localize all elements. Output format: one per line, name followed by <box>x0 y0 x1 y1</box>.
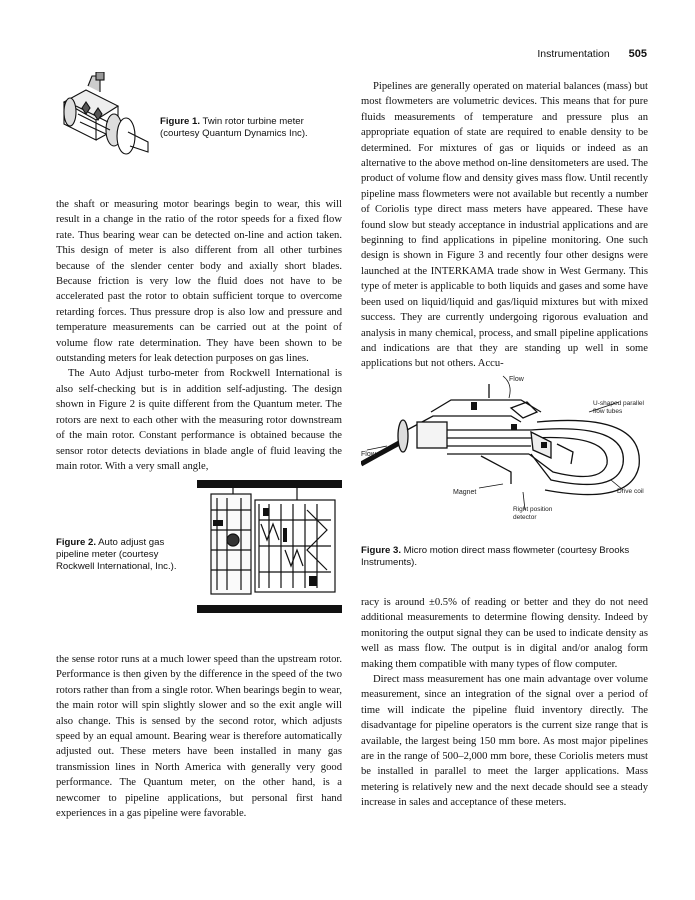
fig3-label-tubes-box <box>593 400 648 434</box>
fig3-label-flow-left: Flow <box>361 451 376 458</box>
paragraph: the shaft or measuring motor bearings begin to wear, this will result in a change in the ratio of the rotor speeds for a fixed flow rate. Thus bearing wear can be detected on-line and action taken. This design of meter is also different from all other turbines because of the slender center body and axially short blades. Because friction is very low the fluid does not have to be accelerated past the rotor to obtain sufficient torque to overcome retarding forces. Thus pressure drop is also low and pressure and temperature measurements can be carried out at the point of volume flow rate determination. They have been shown to be outstanding meters for leak detection purposes on gas lines. <box>56 199 342 365</box>
paragraph: Direct mass measurement has one main advantage over volume measurement, since an integration of the signal over a period of time will indicate the pipeline fluid inventory directly. The disadvantage for pipeline operators is the current size range that is available, the largest being 150 mm bore. As most major pipelines are in the range of 500–2,000 mm bore, these Coriolis meters must be installed in parallel to meet the larger applications. Mass metering is relatively new and the next decade should see a steady increase in sales and acceptance of these meters. <box>361 674 648 809</box>
fig3-label-right-sensor: Right position detector <box>513 506 553 521</box>
figure-2-caption-text: Auto adjust gas pipeline meter (courtesy Rockwell International, Inc.). <box>56 537 177 572</box>
page-number: 505 <box>628 48 647 60</box>
fig3-label-flow-top: Flow <box>509 376 524 383</box>
figure-1-drawing <box>56 72 156 162</box>
fig3-label-drive-coil: Drive coil <box>617 488 644 495</box>
figure-1-caption <box>160 116 342 140</box>
left-column-text-top <box>56 197 342 474</box>
figure-3-label: Figure 3. <box>361 545 401 556</box>
paragraph: The Auto Adjust turbo-meter from Rockwell International is also self-checking but is in addition self-adjusting. The design shown in Figure 2 is quite different from the Quantum meter. The rotors are next to each other with the measuring rotor downstream of the main rotor. Constant performance is obtained because the sensor rotor detects deviations in blade angle of fluid leaving the main rotor. With a very small angle, <box>56 368 342 472</box>
paragraph: racy is around ±0.5% of reading or better and they do not need additional measurements to determine flowing density. Indeed by monitoring the output signal they can be used to indicate density as well as mass flow. The output is in digital and/or analog form making them compatible with many types of flow computer. <box>361 597 648 670</box>
figure-2-drawing <box>197 480 342 613</box>
figure-3-caption <box>361 545 648 569</box>
right-column-text-top <box>361 79 648 372</box>
fig3-label-coil-box <box>617 488 648 510</box>
fig3-label-magnet: Magnet <box>453 489 477 496</box>
fig3-label-u-shaped: U-shaped parallel flow tubes <box>593 400 644 415</box>
auto-adjust-meter-illustration <box>197 480 342 613</box>
coriolis-flowmeter-illustration <box>361 372 648 530</box>
paragraph: the sense rotor runs at a much lower speed than the upstream rotor. Performance is then given by the difference in the speed of the two rotors rather than from a single rotor. When bearings begin to wear, the main rotor will spin slightly slower and so the exit angle will also change. This is sensed by the second rotor, which adjusts speed by an equal amount. Bearing wear is therefore automatically adjusted out. These meters have been installed in many gas transmission lines in North America with generally very good performance. The Quantum meter, on the other hand, is a newcomer to pipeline applications, but personal first hand experiences in a gas pipeline were favorable. <box>56 654 342 820</box>
turbine-meter-illustration <box>56 72 156 162</box>
right-column-text-bottom <box>361 595 648 811</box>
figure-1-label: Figure 1. <box>160 116 200 127</box>
section-title: Instrumentation <box>537 48 610 60</box>
figure-2-label: Figure 2. <box>56 537 96 548</box>
paragraph: Pipelines are generally operated on material balances (mass) but most flowmeters are volumetric devices. This means that for pure fluids measurements of temperature and pressure plus an appropriate equation of state are required to enable density to be determined. For mixtures of gas or liquids or indeed as an alternative to the above method on-line densitometers are used. The product of volume flow and density gives mass flow. Until recently pipeline mass flowmeters were not available but recently a number of Coriolis type direct mass meters have appeared. These have found slow but steady acceptance in industrial applications and are beginning to find applications in pipeline monitoring. One such design is shown in Figure 3 and recently four other designs were launched at the INTERKAMA trade show in West Germany. This type of meter is applicable to both liquids and gases and some have been used on liquid/liquid and gas/liquid mixtures but with mixed success. They are currently undergoing rigorous evaluation and analysis in many chemical, process, and small pipeline applications and indications are that they are standing up well in some applications but not others. Accu- <box>361 81 648 370</box>
figure-3-caption-text: Micro motion direct mass flowmeter (courtesy Brooks Instruments). <box>361 545 630 568</box>
left-column-text-bottom <box>56 652 342 821</box>
figure-1-caption-text: Twin rotor turbine meter (courtesy Quantum Dynamics Inc). <box>160 116 308 139</box>
fig3-label-detector-box <box>513 506 573 530</box>
figure-3-drawing <box>361 372 648 530</box>
running-header <box>537 48 647 60</box>
figure-2-caption <box>56 537 190 573</box>
